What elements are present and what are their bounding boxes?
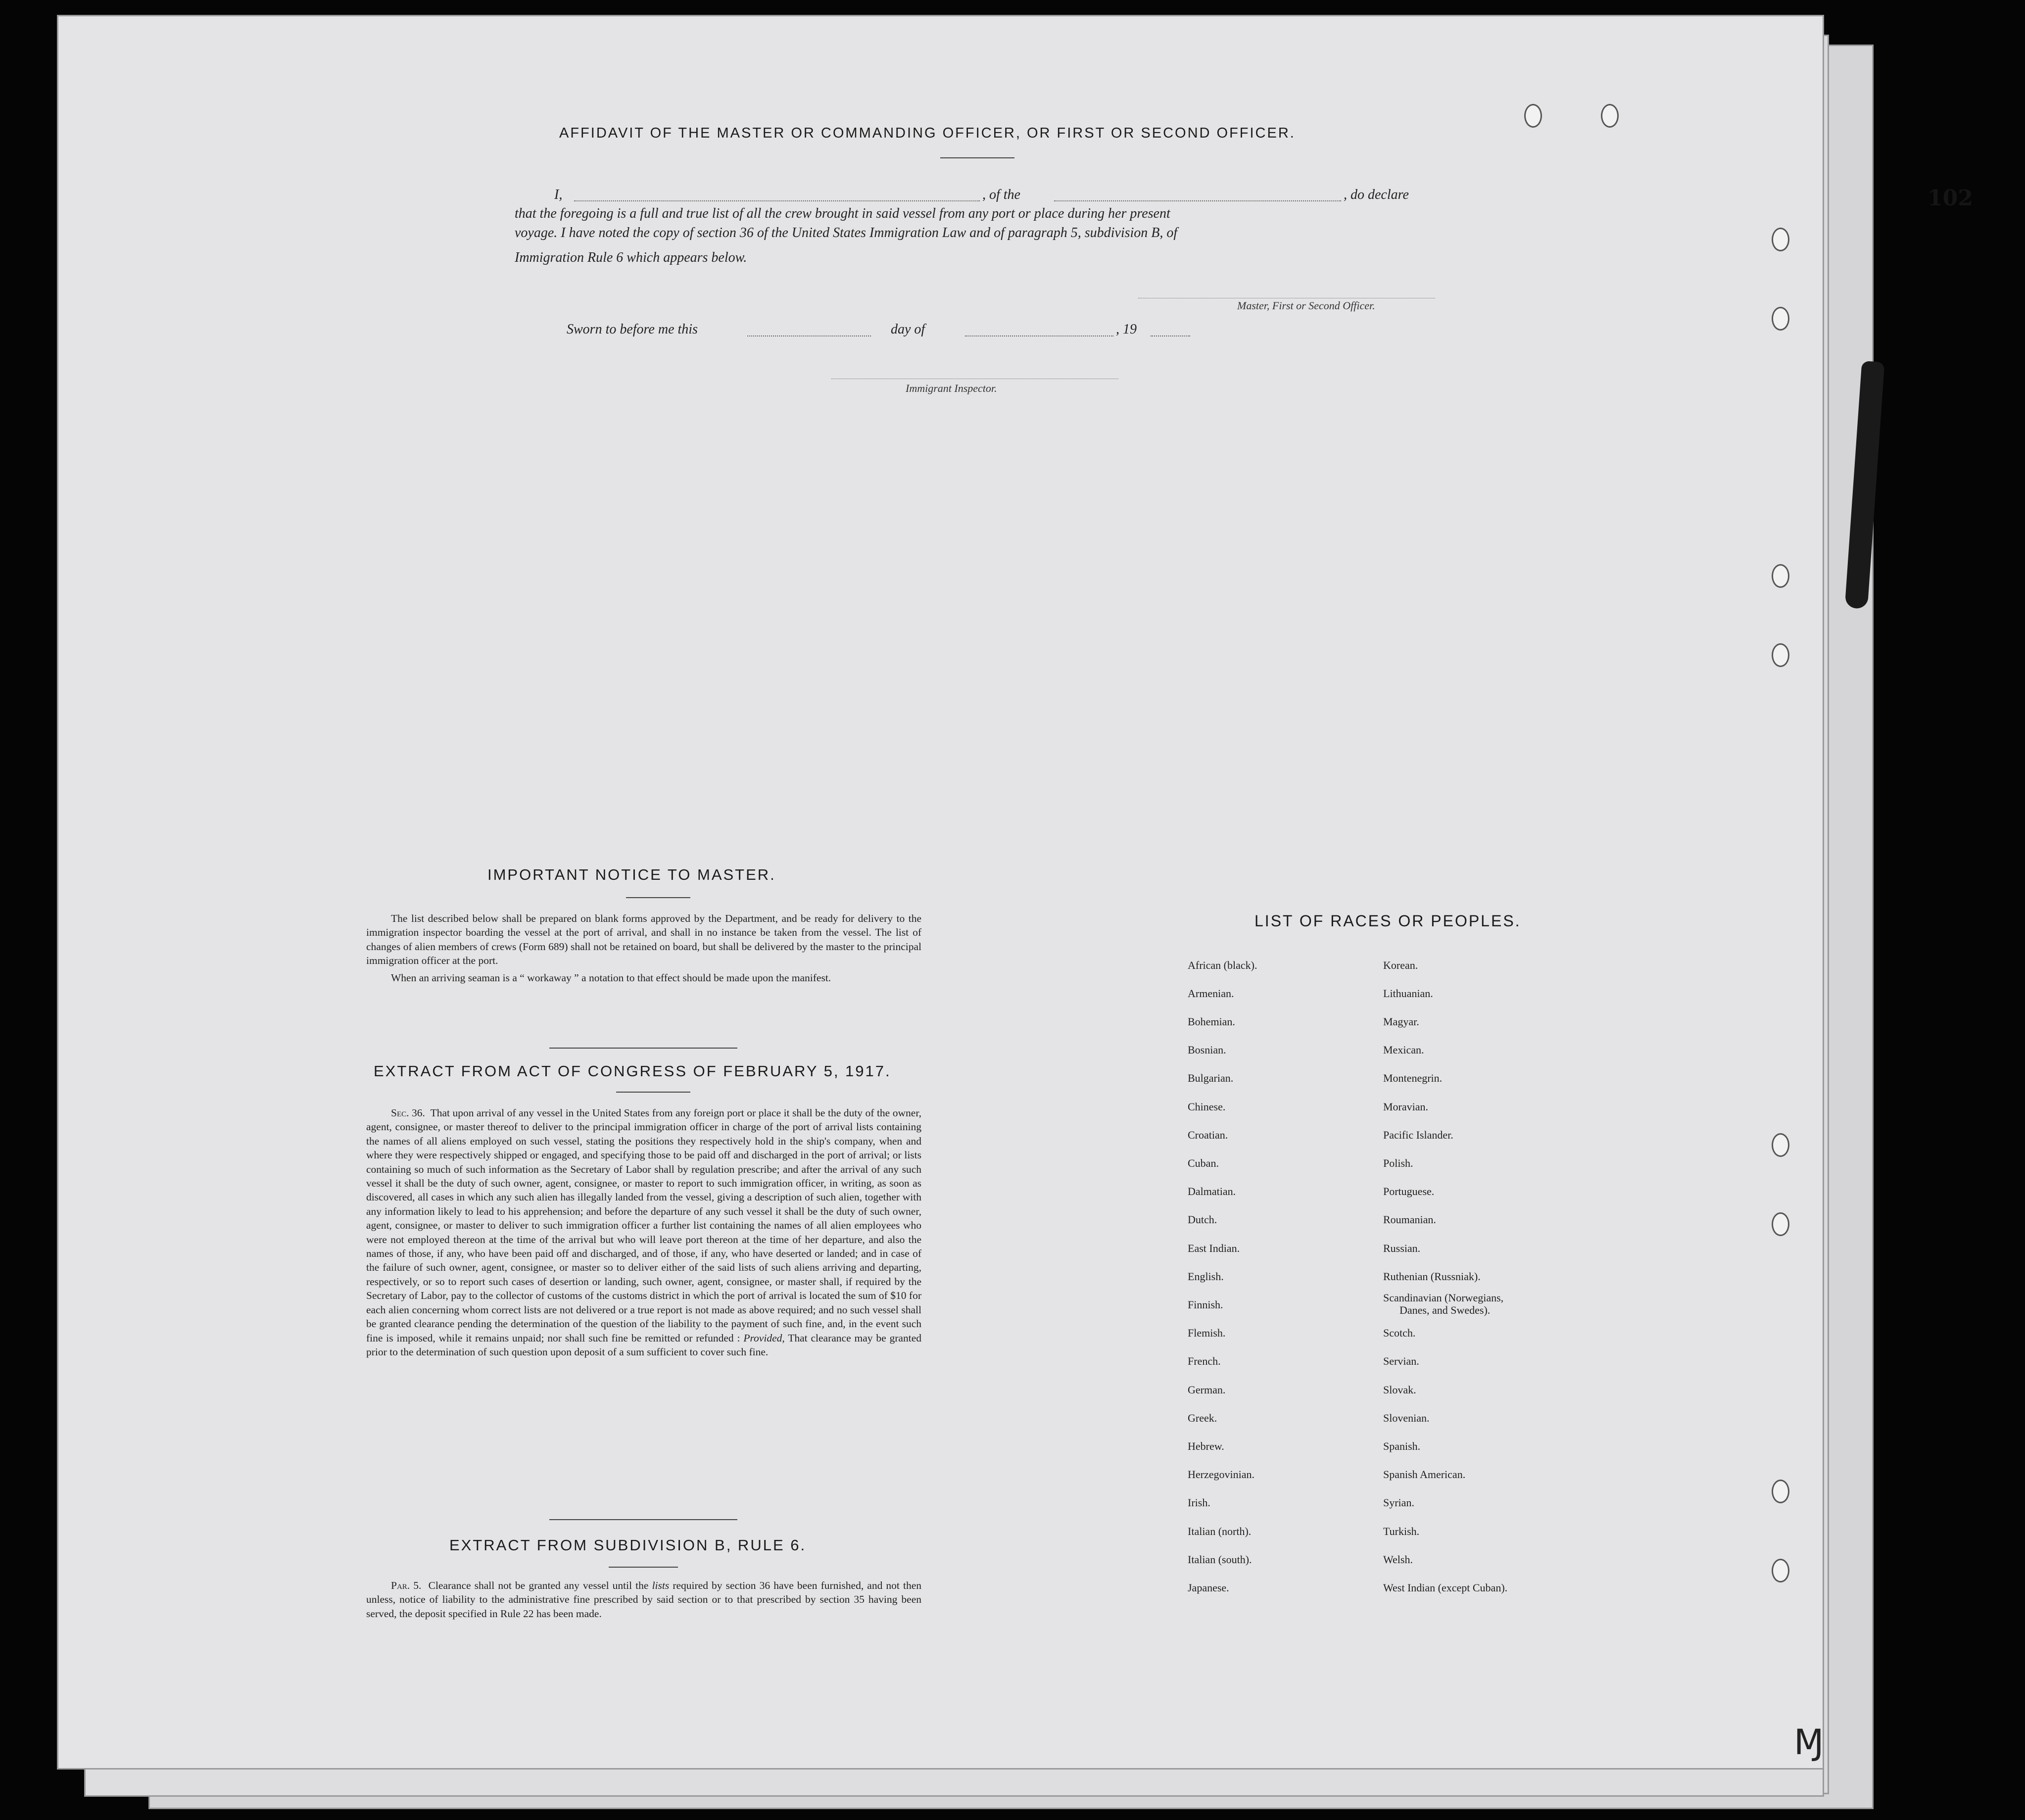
notice-paragraph-2: When an arriving seaman is a “ workaway ” a notation to that effect should be made upon the manifest. <box>391 971 831 984</box>
month-blank <box>965 335 1113 336</box>
race-item: Mexican. <box>1383 1044 1424 1056</box>
rule-extract-title: EXTRACT FROM SUBDIVISION B, RULE 6. <box>449 1536 807 1554</box>
affidavit-line-3: voyage. I have noted the copy of section 36 of the United States Immigration Law and of paragraph 5, subdivision B, of <box>515 225 1178 240</box>
race-item: Dalmatian. <box>1188 1185 1236 1197</box>
race-item: French. <box>1188 1355 1221 1367</box>
race-item: Dutch. <box>1188 1213 1217 1226</box>
race-item: Italian (north). <box>1188 1525 1252 1537</box>
sworn-day-of: day of <box>891 322 925 337</box>
divider <box>549 1519 737 1520</box>
race-item: Portuguese. <box>1383 1185 1435 1197</box>
section-36-text-end: That clearance may be granted prior to the determination of such question upon deposit of a sum sufficient to cover such fine. <box>366 1332 921 1358</box>
race-item: Scotch. <box>1383 1327 1416 1339</box>
section-36-text: That upon arrival of any vessel in the United States from any foreign port or place it shall be the duty of the owner, agent, consignee, or master thereof to deliver to the principal immigration officer in charge of the port of arrival lists containing the names of all aliens employed on such vessel, stating the positions they respectively hold in the ship's company, when and where they were respectively shipped or engaged, and specifying those to be paid off and discharged in the port of arrival; or lists containing so much of such information as the Secretary of Labor shall by regulation prescribe; and after the arrival of any such vessel it shall be the duty of such owner, agent, consignee, or master to report to such immigration officer, in writing, as soon as discovered, all cases in which any such alien has illegally landed from the vessel, giving a description of such alien, together with any information likely to lead to his apprehension; and before the departure of any such vessel it shall be the duty of such owner, agent, consignee, or master to deliver to such immigration officer a further list containing the names of all alien employees who were not employed thereon at the time of the arrival but who will leave port thereon at the time of her departure, and also the names of those, if any, who have been paid off and discharged, and of those, if any, who have deserted or landed; and in case of the failure of such owner, agent, consignee, or master so to deliver either of the said lists of such aliens arriving and departing, respectively, or so to report such cases of desertion or landing, such owner, agent, consignee, or master shall, if required by the Secretary of Labor, pay to the collector of customs of the customs district in which the port of arrival is located the sum of $10 for each alien concerning whom correct lists are not delivered or a true report is not made as above required; and no such vessel shall be granted clearance pending the determination of the question of the liability to the payment of such fine, and, in the event such fine is imposed, while it remains unpaid; nor shall such fine be remitted or refunded : <box>366 1107 921 1344</box>
binder-hole-icon <box>1772 564 1789 588</box>
pencil-mark-icon: Ɱ <box>1794 1722 1824 1763</box>
divider <box>609 1567 678 1568</box>
master-name-blank <box>574 200 980 201</box>
race-item: Scandinavian (Norwegians, <box>1383 1292 1504 1304</box>
divider <box>616 1092 690 1093</box>
race-item: Syrian. <box>1383 1496 1414 1509</box>
affidavit-title: AFFIDAVIT OF THE MASTER OR COMMANDING OFFICER, OR FIRST OR SECOND OFFICER. <box>559 125 1296 141</box>
notice-body <box>366 911 921 985</box>
race-item: Slovak. <box>1383 1384 1416 1396</box>
day-blank <box>747 335 871 336</box>
binder-hole-icon <box>1772 1212 1789 1236</box>
rule-extract-body <box>366 1579 921 1621</box>
race-item: Armenian. <box>1188 987 1234 1000</box>
affidavit-line-i: I, <box>554 187 563 202</box>
race-item: Slovenian. <box>1383 1412 1430 1424</box>
signature-caption: Master, First or Second Officer. <box>1237 299 1375 312</box>
notice-title: IMPORTANT NOTICE TO MASTER. <box>487 866 776 883</box>
race-item: Ruthenian (Russniak). <box>1383 1270 1481 1283</box>
document-page <box>57 15 1824 1770</box>
race-item: Flemish. <box>1188 1327 1226 1339</box>
section-label: Sec. 36. <box>391 1107 425 1119</box>
binder-hole-icon <box>1772 1480 1789 1503</box>
binder-hole-icon <box>1601 104 1619 128</box>
affidavit-line-do-declare: , do declare <box>1344 187 1409 202</box>
divider <box>940 157 1014 158</box>
race-item: Japanese. <box>1188 1581 1229 1594</box>
vessel-name-blank <box>1054 200 1341 201</box>
race-item: English. <box>1188 1270 1224 1283</box>
race-item: Korean. <box>1383 959 1418 971</box>
race-item: Lithuanian. <box>1383 987 1433 1000</box>
divider <box>626 897 690 898</box>
year-blank <box>1151 335 1190 336</box>
race-item: Greek. <box>1188 1412 1217 1424</box>
race-item: Moravian. <box>1383 1101 1429 1113</box>
inspector-caption: Immigrant Inspector. <box>906 382 997 394</box>
race-item: Danes, and Swedes). <box>1399 1304 1491 1316</box>
race-item: Finnish. <box>1188 1298 1223 1311</box>
provided-keyword: Provided, <box>743 1332 785 1344</box>
race-item: Spanish American. <box>1383 1468 1466 1481</box>
divider <box>549 1048 737 1049</box>
race-item: African (black). <box>1188 959 1257 971</box>
race-item: Russian. <box>1383 1242 1421 1254</box>
race-item: Turkish. <box>1383 1525 1420 1537</box>
binder-hole-icon <box>1772 228 1789 251</box>
race-item: Bohemian. <box>1188 1015 1235 1028</box>
binder-hole-icon <box>1772 307 1789 331</box>
sworn-prefix: Sworn to before me this <box>567 322 698 337</box>
race-item: Irish. <box>1188 1496 1210 1509</box>
binder-hole-icon <box>1524 104 1542 128</box>
lists-word: lists <box>652 1580 670 1591</box>
race-item: Montenegrin. <box>1383 1072 1443 1084</box>
act-extract-body <box>366 1106 921 1359</box>
race-item: Polish. <box>1383 1157 1413 1169</box>
race-item: Pacific Islander. <box>1383 1129 1453 1141</box>
binder-hole-icon <box>1772 1559 1789 1582</box>
race-item: Hebrew. <box>1188 1440 1224 1452</box>
race-item: Servian. <box>1383 1355 1419 1367</box>
paragraph-label: Par. 5. <box>391 1580 422 1591</box>
race-item: West Indian (except Cuban). <box>1383 1581 1508 1594</box>
race-item: German. <box>1188 1384 1226 1396</box>
notice-paragraph-1: The list described below shall be prepared on blank forms approved by the Department, and be ready for delivery to the immigration inspector boarding the vessel at the port of arrival, and shall in no instance be taken from the vessel. The list of changes of alien members of crews (Form 689) shall not be retained on board, but shall be delivered by the master to the principal immigration officer at the port. <box>366 912 921 967</box>
binder-hole-icon <box>1772 1133 1789 1157</box>
race-item: Magyar. <box>1383 1015 1419 1028</box>
race-item: Herzegovinian. <box>1188 1468 1254 1481</box>
act-extract-title: EXTRACT FROM ACT OF CONGRESS OF FEBRUARY 5, 1917. <box>374 1062 891 1080</box>
race-item: Chinese. <box>1188 1101 1226 1113</box>
race-item: Italian (south). <box>1188 1553 1252 1566</box>
race-item: Bosnian. <box>1188 1044 1226 1056</box>
race-item: East Indian. <box>1188 1242 1240 1254</box>
sworn-year: , 19 <box>1116 322 1137 337</box>
page-number: 102 <box>1928 186 1973 211</box>
affidavit-line-2: that the foregoing is a full and true list of all the crew brought in said vessel from any port or place during her present <box>515 206 1170 221</box>
binder-hole-icon <box>1772 643 1789 667</box>
race-item: Bulgarian. <box>1188 1072 1234 1084</box>
race-item: Cuban. <box>1188 1157 1219 1169</box>
affidavit-line-of-the: , of the <box>982 187 1020 202</box>
race-item: Welsh. <box>1383 1553 1413 1566</box>
race-item: Spanish. <box>1383 1440 1421 1452</box>
races-title: LIST OF RACES OR PEOPLES. <box>1254 912 1521 930</box>
affidavit-line-4: Immigration Rule 6 which appears below. <box>515 250 747 265</box>
race-item: Roumanian. <box>1383 1213 1436 1226</box>
rule-text-b: required by section 36 have been furnished, and not then unless, notice of liability to the administrative fine prescribed by said section or to that prescribed by section 35 having been served, the deposit specified in Rule 22 has been made. <box>366 1580 922 1620</box>
race-item: Croatian. <box>1188 1129 1228 1141</box>
rule-text-a: Clearance shall not be granted any vessel until the <box>428 1580 649 1591</box>
